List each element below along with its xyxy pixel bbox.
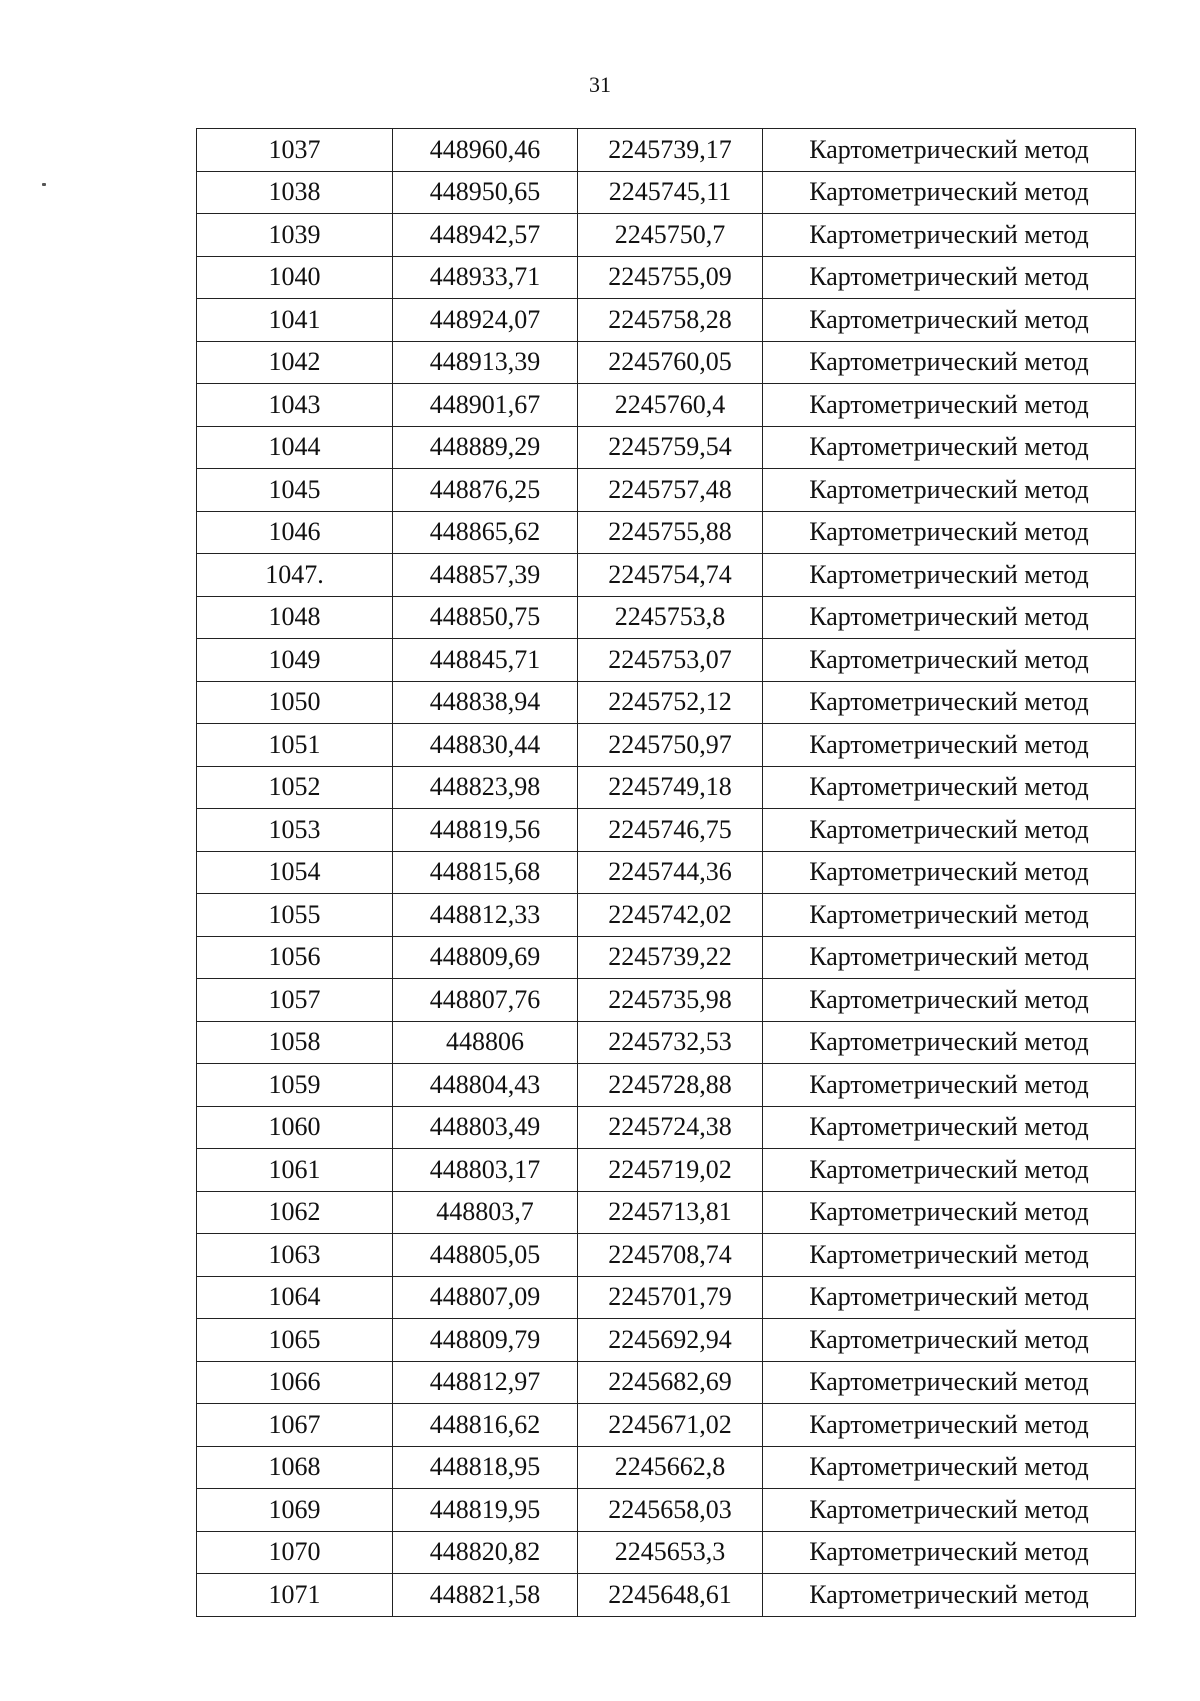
point-number-cell: 1046 — [197, 511, 393, 554]
method-cell: Картометрический метод — [763, 426, 1136, 469]
y-coordinate-cell: 2245746,75 — [578, 809, 763, 852]
x-coordinate-cell: 448803,17 — [393, 1149, 578, 1192]
method-cell: Картометрический метод — [763, 766, 1136, 809]
method-cell: Картометрический метод — [763, 681, 1136, 724]
table-row — [197, 129, 1136, 172]
point-number-cell: 1047. — [197, 554, 393, 597]
point-number-cell: 1045 — [197, 469, 393, 512]
y-coordinate-cell: 2245682,69 — [578, 1361, 763, 1404]
y-coordinate-cell: 2245753,8 — [578, 596, 763, 639]
x-coordinate-cell: 448819,95 — [393, 1489, 578, 1532]
table-row — [197, 1149, 1136, 1192]
point-number-cell: 1042 — [197, 341, 393, 384]
table-row — [197, 426, 1136, 469]
table-row — [197, 1064, 1136, 1107]
table-row — [197, 1021, 1136, 1064]
point-number-cell: 1039 — [197, 214, 393, 257]
x-coordinate-cell: 448819,56 — [393, 809, 578, 852]
table-row — [197, 1531, 1136, 1574]
method-cell: Картометрический метод — [763, 1064, 1136, 1107]
method-cell: Картометрический метод — [763, 1574, 1136, 1617]
x-coordinate-cell: 448942,57 — [393, 214, 578, 257]
y-coordinate-cell: 2245692,94 — [578, 1319, 763, 1362]
table-row — [197, 171, 1136, 214]
x-coordinate-cell: 448803,49 — [393, 1106, 578, 1149]
point-number-cell: 1060 — [197, 1106, 393, 1149]
y-coordinate-cell: 2245728,88 — [578, 1064, 763, 1107]
x-coordinate-cell: 448960,46 — [393, 129, 578, 172]
method-cell: Картометрический метод — [763, 129, 1136, 172]
point-number-cell: 1043 — [197, 384, 393, 427]
method-cell: Картометрический метод — [763, 256, 1136, 299]
y-coordinate-cell: 2245732,53 — [578, 1021, 763, 1064]
table-row — [197, 596, 1136, 639]
method-cell: Картометрический метод — [763, 214, 1136, 257]
point-number-cell: 1063 — [197, 1234, 393, 1277]
point-number-cell: 1065 — [197, 1319, 393, 1362]
method-cell: Картометрический метод — [763, 596, 1136, 639]
x-coordinate-cell: 448818,95 — [393, 1446, 578, 1489]
x-coordinate-cell: 448812,97 — [393, 1361, 578, 1404]
point-number-cell: 1054 — [197, 851, 393, 894]
y-coordinate-cell: 2245739,17 — [578, 129, 763, 172]
method-cell: Картометрический метод — [763, 299, 1136, 342]
y-coordinate-cell: 2245760,4 — [578, 384, 763, 427]
x-coordinate-cell: 448809,79 — [393, 1319, 578, 1362]
x-coordinate-cell: 448807,76 — [393, 979, 578, 1022]
table-row — [197, 214, 1136, 257]
y-coordinate-cell: 2245658,03 — [578, 1489, 763, 1532]
x-coordinate-cell: 448924,07 — [393, 299, 578, 342]
table-row — [197, 894, 1136, 937]
point-number-cell: 1059 — [197, 1064, 393, 1107]
table-row — [197, 511, 1136, 554]
x-coordinate-cell: 448913,39 — [393, 341, 578, 384]
table-row — [197, 1319, 1136, 1362]
method-cell: Картометрический метод — [763, 1234, 1136, 1277]
table-row — [197, 1191, 1136, 1234]
x-coordinate-cell: 448901,67 — [393, 384, 578, 427]
table-row — [197, 384, 1136, 427]
y-coordinate-cell: 2245745,11 — [578, 171, 763, 214]
x-coordinate-cell: 448830,44 — [393, 724, 578, 767]
method-cell: Картометрический метод — [763, 1404, 1136, 1447]
point-number-cell: 1051 — [197, 724, 393, 767]
point-number-cell: 1057 — [197, 979, 393, 1022]
table-row — [197, 469, 1136, 512]
x-coordinate-cell: 448838,94 — [393, 681, 578, 724]
x-coordinate-cell: 448850,75 — [393, 596, 578, 639]
method-cell: Картометрический метод — [763, 1361, 1136, 1404]
method-cell: Картометрический метод — [763, 341, 1136, 384]
y-coordinate-cell: 2245671,02 — [578, 1404, 763, 1447]
method-cell: Картометрический метод — [763, 851, 1136, 894]
table-row — [197, 1106, 1136, 1149]
x-coordinate-cell: 448806 — [393, 1021, 578, 1064]
point-number-cell: 1062 — [197, 1191, 393, 1234]
y-coordinate-cell: 2245750,97 — [578, 724, 763, 767]
table-row — [197, 1574, 1136, 1617]
point-number-cell: 1064 — [197, 1276, 393, 1319]
y-coordinate-cell: 2245754,74 — [578, 554, 763, 597]
point-number-cell: 1056 — [197, 936, 393, 979]
method-cell: Картометрический метод — [763, 1149, 1136, 1192]
point-number-cell: 1037 — [197, 129, 393, 172]
point-number-cell: 1048 — [197, 596, 393, 639]
table-row — [197, 554, 1136, 597]
y-coordinate-cell: 2245749,18 — [578, 766, 763, 809]
point-number-cell: 1044 — [197, 426, 393, 469]
y-coordinate-cell: 2245755,09 — [578, 256, 763, 299]
y-coordinate-cell: 2245753,07 — [578, 639, 763, 682]
point-number-cell: 1068 — [197, 1446, 393, 1489]
page-number: 31 — [589, 72, 611, 97]
method-cell: Картометрический метод — [763, 384, 1136, 427]
y-coordinate-cell: 2245653,3 — [578, 1531, 763, 1574]
y-coordinate-cell: 2245750,7 — [578, 214, 763, 257]
table-row — [197, 766, 1136, 809]
method-cell: Картометрический метод — [763, 1531, 1136, 1574]
x-coordinate-cell: 448889,29 — [393, 426, 578, 469]
y-coordinate-cell: 2245742,02 — [578, 894, 763, 937]
point-number-cell: 1038 — [197, 171, 393, 214]
x-coordinate-cell: 448950,65 — [393, 171, 578, 214]
method-cell: Картометрический метод — [763, 894, 1136, 937]
table-row — [197, 681, 1136, 724]
table-row — [197, 256, 1136, 299]
point-number-cell: 1053 — [197, 809, 393, 852]
x-coordinate-cell: 448876,25 — [393, 469, 578, 512]
table-row — [197, 1361, 1136, 1404]
y-coordinate-cell: 2245648,61 — [578, 1574, 763, 1617]
method-cell: Картометрический метод — [763, 1021, 1136, 1064]
y-coordinate-cell: 2245724,38 — [578, 1106, 763, 1149]
table-row — [197, 1446, 1136, 1489]
method-cell: Картометрический метод — [763, 554, 1136, 597]
point-number-cell: 1071 — [197, 1574, 393, 1617]
y-coordinate-cell: 2245708,74 — [578, 1234, 763, 1277]
table-row — [197, 936, 1136, 979]
x-coordinate-cell: 448809,69 — [393, 936, 578, 979]
x-coordinate-cell: 448805,05 — [393, 1234, 578, 1277]
coordinates-table — [196, 128, 1136, 1617]
y-coordinate-cell: 2245759,54 — [578, 426, 763, 469]
x-coordinate-cell: 448816,62 — [393, 1404, 578, 1447]
point-number-cell: 1055 — [197, 894, 393, 937]
point-number-cell: 1058 — [197, 1021, 393, 1064]
point-number-cell: 1061 — [197, 1149, 393, 1192]
x-coordinate-cell: 448823,98 — [393, 766, 578, 809]
table-row — [197, 1489, 1136, 1532]
method-cell: Картометрический метод — [763, 171, 1136, 214]
method-cell: Картометрический метод — [763, 1319, 1136, 1362]
y-coordinate-cell: 2245752,12 — [578, 681, 763, 724]
table-row — [197, 1276, 1136, 1319]
y-coordinate-cell: 2245713,81 — [578, 1191, 763, 1234]
table-row — [197, 1404, 1136, 1447]
y-coordinate-cell: 2245757,48 — [578, 469, 763, 512]
table-row — [197, 639, 1136, 682]
table-row — [197, 299, 1136, 342]
method-cell: Картометрический метод — [763, 639, 1136, 682]
table-row — [197, 979, 1136, 1022]
point-number-cell: 1052 — [197, 766, 393, 809]
method-cell: Картометрический метод — [763, 469, 1136, 512]
y-coordinate-cell: 2245719,02 — [578, 1149, 763, 1192]
method-cell: Картометрический метод — [763, 1276, 1136, 1319]
scan-artifact-dot — [42, 183, 46, 186]
method-cell: Картометрический метод — [763, 1446, 1136, 1489]
method-cell: Картометрический метод — [763, 1106, 1136, 1149]
y-coordinate-cell: 2245758,28 — [578, 299, 763, 342]
point-number-cell: 1050 — [197, 681, 393, 724]
method-cell: Картометрический метод — [763, 979, 1136, 1022]
table-row — [197, 724, 1136, 767]
x-coordinate-cell: 448821,58 — [393, 1574, 578, 1617]
y-coordinate-cell: 2245760,05 — [578, 341, 763, 384]
y-coordinate-cell: 2245755,88 — [578, 511, 763, 554]
method-cell: Картометрический метод — [763, 511, 1136, 554]
point-number-cell: 1070 — [197, 1531, 393, 1574]
table-row — [197, 1234, 1136, 1277]
method-cell: Картометрический метод — [763, 936, 1136, 979]
table-row — [197, 851, 1136, 894]
y-coordinate-cell: 2245735,98 — [578, 979, 763, 1022]
method-cell: Картометрический метод — [763, 1191, 1136, 1234]
x-coordinate-cell: 448815,68 — [393, 851, 578, 894]
x-coordinate-cell: 448865,62 — [393, 511, 578, 554]
point-number-cell: 1049 — [197, 639, 393, 682]
y-coordinate-cell: 2245662,8 — [578, 1446, 763, 1489]
point-number-cell: 1067 — [197, 1404, 393, 1447]
method-cell: Картометрический метод — [763, 1489, 1136, 1532]
x-coordinate-cell: 448820,82 — [393, 1531, 578, 1574]
method-cell: Картометрический метод — [763, 724, 1136, 767]
point-number-cell: 1066 — [197, 1361, 393, 1404]
point-number-cell: 1040 — [197, 256, 393, 299]
x-coordinate-cell: 448803,7 — [393, 1191, 578, 1234]
coordinates-table-body — [197, 129, 1136, 1617]
x-coordinate-cell: 448857,39 — [393, 554, 578, 597]
table-row — [197, 809, 1136, 852]
table-row — [197, 341, 1136, 384]
point-number-cell: 1041 — [197, 299, 393, 342]
x-coordinate-cell: 448812,33 — [393, 894, 578, 937]
point-number-cell: 1069 — [197, 1489, 393, 1532]
method-cell: Картометрический метод — [763, 809, 1136, 852]
x-coordinate-cell: 448933,71 — [393, 256, 578, 299]
x-coordinate-cell: 448804,43 — [393, 1064, 578, 1107]
y-coordinate-cell: 2245701,79 — [578, 1276, 763, 1319]
x-coordinate-cell: 448807,09 — [393, 1276, 578, 1319]
x-coordinate-cell: 448845,71 — [393, 639, 578, 682]
y-coordinate-cell: 2245739,22 — [578, 936, 763, 979]
y-coordinate-cell: 2245744,36 — [578, 851, 763, 894]
